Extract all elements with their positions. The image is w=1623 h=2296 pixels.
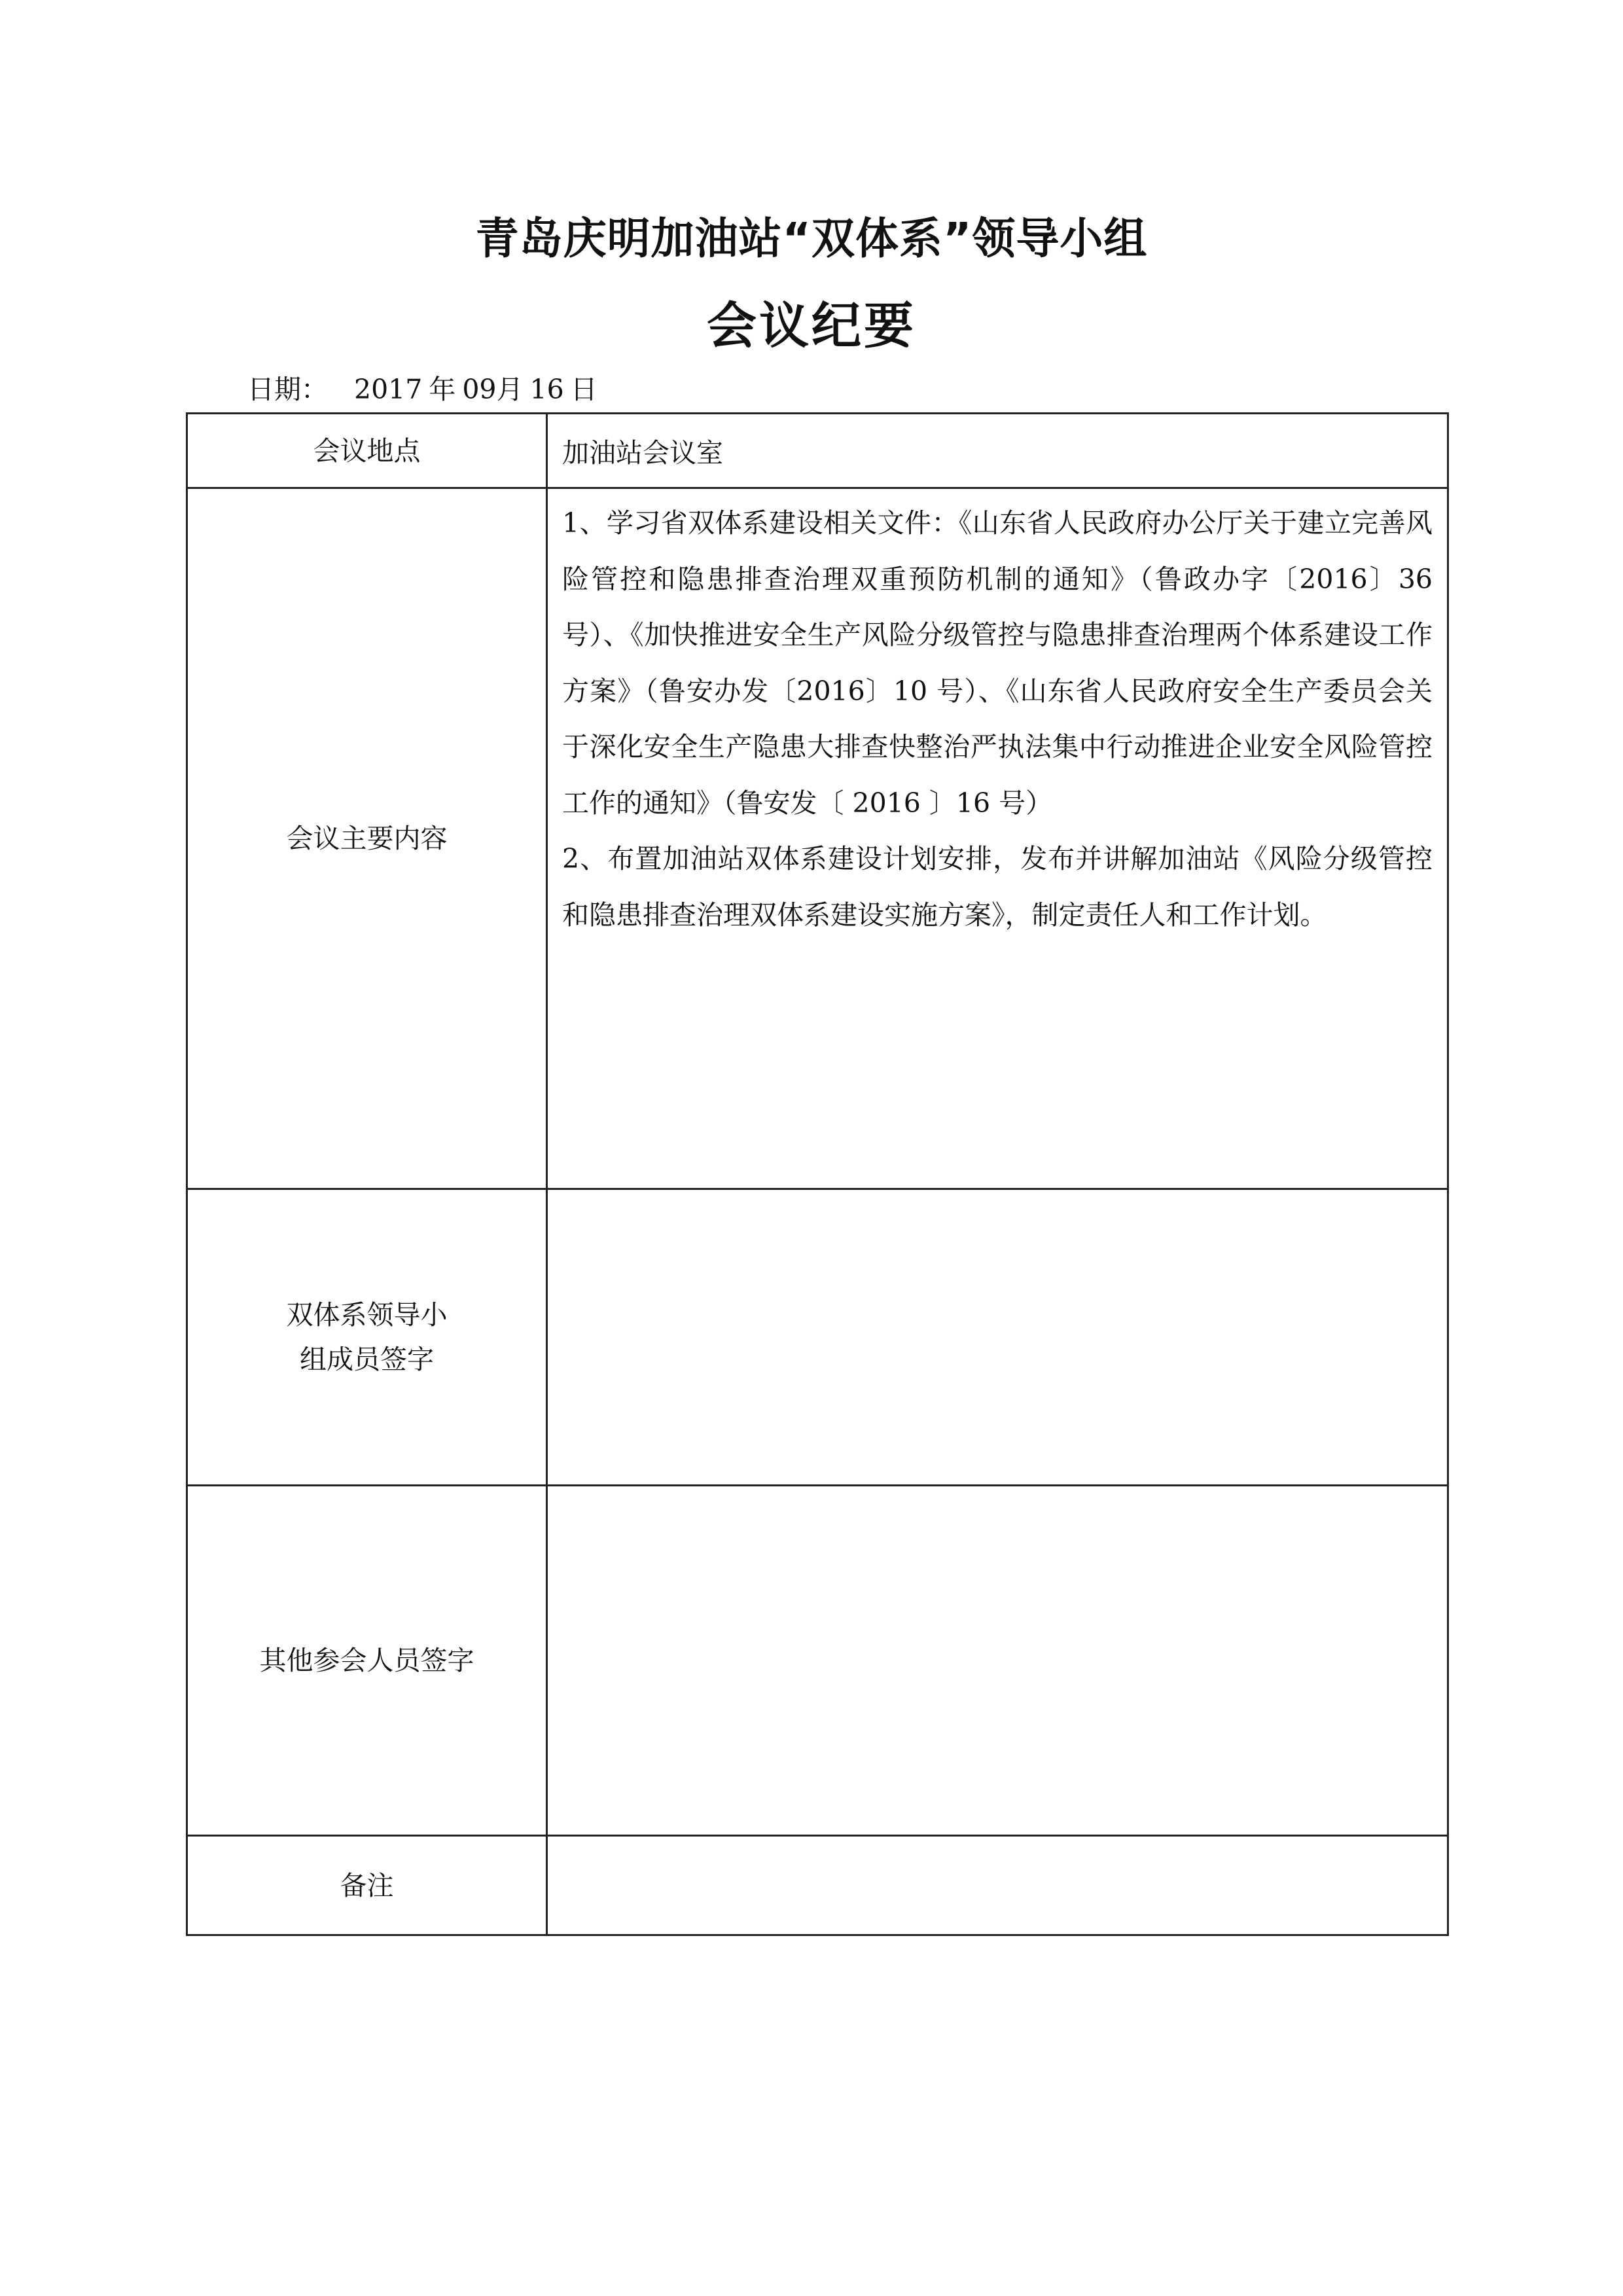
date-month-unit: 月 <box>496 374 524 405</box>
row-remarks <box>187 1836 1448 1935</box>
row-leaders-signature <box>187 1189 1448 1486</box>
content-paragraph-2: 2、布置加油站双体系建设计划安排，发布并讲解加油站《风险分级管控和隐患排查治理双体系建设实施方案》，制定责任人和工作计划。 <box>562 843 1433 931</box>
date-day: 16 <box>529 374 564 405</box>
row-others-signature <box>187 1486 1448 1836</box>
leaders-label-line1: 双体系领导小 <box>286 1299 448 1331</box>
remarks-field[interactable] <box>547 1836 1448 1935</box>
leaders-signature-label <box>187 1189 547 1486</box>
others-signature-label: 其他参会人员签字 <box>187 1486 547 1836</box>
content-paragraph-1: 1、学习省双体系建设相关文件：《山东省人民政府办公厅关于建立完善风险管控和隐患排查治理双重预防机制的通知》（鲁政办字〔2016〕36 号）、《加快推进安全生产风险分级管控与隐患排查治理两个体系建设工作方案》（鲁安办发〔2016〕10 号）、《山东省人民政府安全生产委员会关于深化安全生产隐患大排查快整治严执法集中行动推进企业安全风险管控工作的通知》（鲁安发〔 2016 〕16 号） <box>562 507 1433 819</box>
others-signature-field[interactable] <box>547 1486 1448 1836</box>
leaders-label-line2: 组成员签字 <box>300 1344 434 1375</box>
row-content <box>187 488 1448 1189</box>
remarks-label: 备注 <box>187 1836 547 1935</box>
row-location <box>187 414 1448 488</box>
document-title: 青岛庆明加油站“双体系”领导小组 <box>475 213 1148 264</box>
minutes-table <box>186 412 1449 1936</box>
content-value <box>547 488 1448 1189</box>
date-year: 2017 <box>354 374 423 405</box>
date-day-unit: 日 <box>570 374 597 405</box>
date-month: 09 <box>462 374 497 405</box>
location-label: 会议地点 <box>187 414 547 488</box>
leaders-signature-field[interactable] <box>547 1189 1448 1486</box>
location-value: 加油站会议室 <box>547 414 1448 488</box>
content-text <box>562 489 1433 1188</box>
meeting-date <box>247 370 597 409</box>
document-subtitle: 会议纪要 <box>707 296 916 355</box>
date-label: 日期： <box>247 374 328 405</box>
date-year-unit: 年 <box>429 374 456 405</box>
content-label: 会议主要内容 <box>187 488 547 1189</box>
